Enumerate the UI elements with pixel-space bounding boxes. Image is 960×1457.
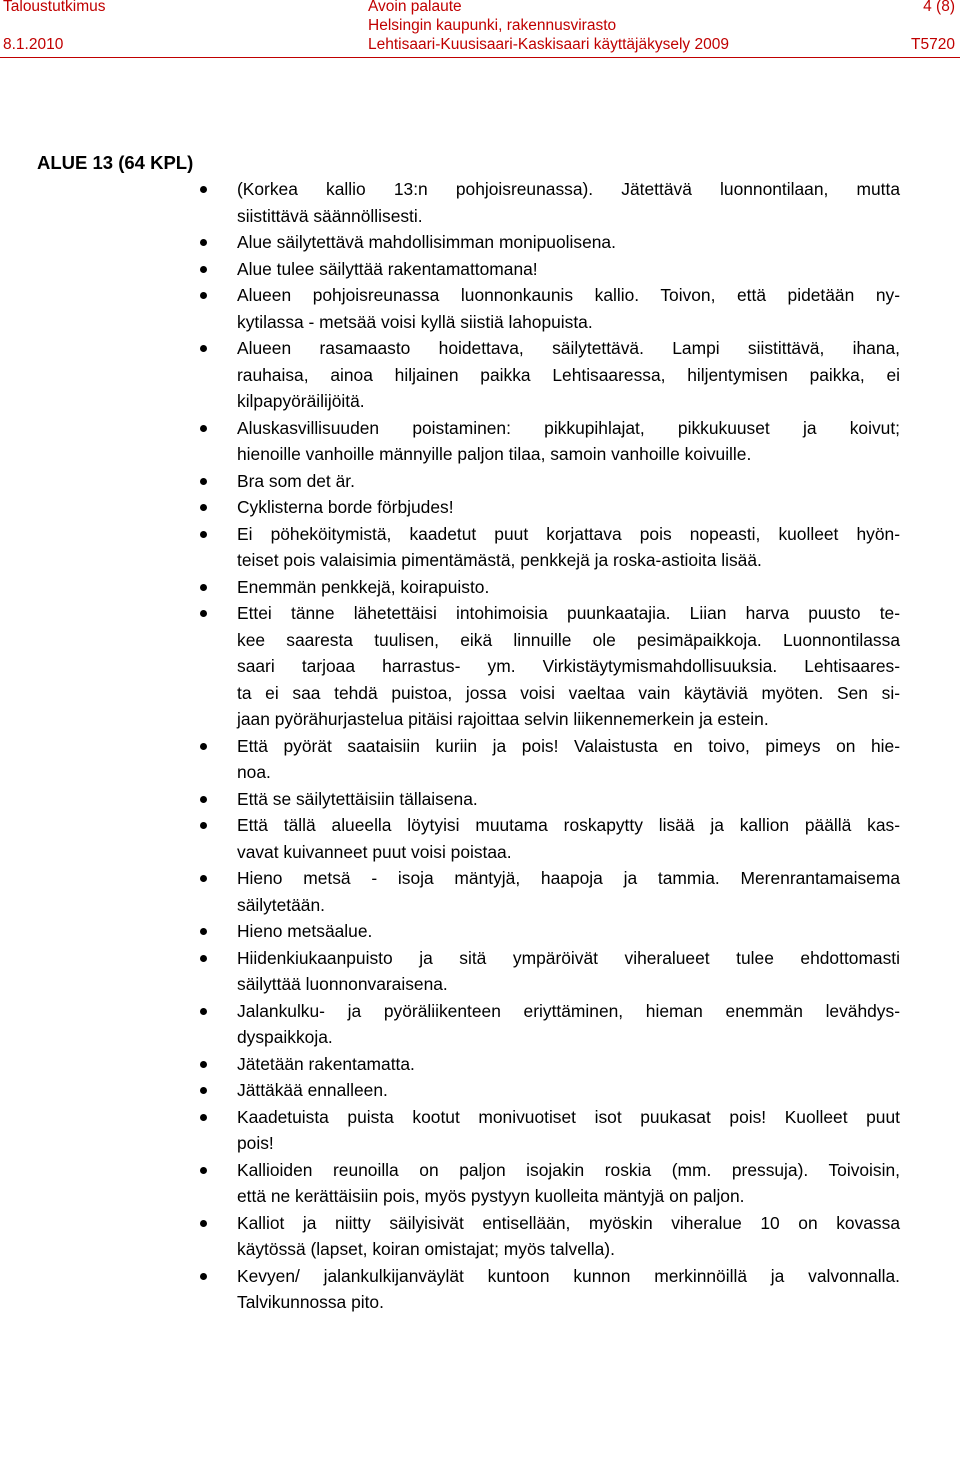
list-item — [0, 1157, 900, 1210]
list-item-line: Että pyörät saataisiin kuriin ja pois! Valaistusta en toivo, pimeys on hie- — [237, 735, 900, 756]
list-item — [0, 812, 900, 865]
page-header — [0, 0, 960, 62]
list-item-line: Hieno metsä - isoja mäntyjä, haapoja ja tammia. Merenrantamaisema — [237, 868, 900, 888]
list-item-line: kilpapyöräilijöitä. — [237, 391, 365, 411]
list-item-line: kytilassa - metsää voisi kyllä siistiä lahopuista. — [237, 311, 593, 332]
list-item-line: Hieno metsäalue. — [237, 921, 373, 941]
list-item-line: Cyklisterna borde förbjudes! — [237, 497, 454, 517]
list-item — [0, 1077, 900, 1104]
bullet-icon — [200, 478, 207, 485]
list-item-line: dyspaikkoja. — [237, 1027, 333, 1047]
list-item-line: jaan pyörähurjastelua pitäisi rajoittaa selvin liikennemerkein ja estein. — [237, 709, 769, 729]
list-item-line: Kallioiden reunoilla on paljon isojakin roskia (mm. pressuja). Toivoisin, — [237, 1159, 900, 1180]
list-item-line: teiset pois valaisimia pimentämästä, penkkejä ja roska-astioita lisää. — [237, 550, 762, 570]
list-item-line: hienoille vanhoille männyille paljon tilaa, samoin vanhoille koivuille. — [237, 444, 752, 464]
bullet-icon — [200, 1087, 207, 1094]
list-item-line: säilytetään. — [237, 894, 325, 915]
bullet-icon — [200, 531, 207, 538]
list-item — [0, 468, 900, 495]
list-item-line: Bra som det är. — [237, 470, 355, 491]
bullet-icon — [200, 186, 207, 193]
list-item — [0, 1051, 900, 1078]
list-item — [0, 1104, 900, 1157]
bullet-icon — [200, 266, 207, 273]
bullet-icon — [200, 610, 207, 617]
list-item-line: kee saaresta tuulisen, eikä linnuille ole pesimäpaikkoja. Luonnontilassa — [237, 629, 900, 650]
header-report-type: Avoin palaute — [368, 0, 462, 15]
header-survey-name: Lehtisaari-Kuusisaari-Kaskisaari käyttäjäkysely 2009 — [368, 36, 729, 53]
bullet-icon — [200, 239, 207, 246]
list-item-line: rauhaisa, ainoa hiljainen paikka Lehtisaaressa, hiljentymisen paikka, ei — [237, 364, 900, 385]
list-item-line: Alueen rasamaasto hoidettava, säilytettävä. Lampi siistittävä, ihana, — [237, 338, 900, 358]
list-item-line: Hiidenkiukaanpuisto ja sitä ympäröivät viheralueet tulee ehdottomasti — [237, 947, 900, 968]
bullet-icon — [200, 1114, 207, 1121]
list-item-line: Kevyen/ jalankulkijanväylät kuntoon kunnon merkinnöillä ja valvonnalla. — [237, 1265, 900, 1286]
list-item — [0, 229, 900, 256]
list-item — [0, 945, 900, 998]
list-item-line: saari tarjoaa harrastus- ym. Virkistäytymismahdollisuuksia. Lehtisaares- — [237, 656, 900, 676]
bullet-icon — [200, 292, 207, 299]
bullet-icon — [200, 1220, 207, 1227]
list-item — [0, 918, 900, 945]
list-item-line: ta ei saa tehdä puistoa, jossa voisi vaeltaa vain käytäviä myöten. Sen si- — [237, 682, 900, 703]
bullet-icon — [200, 1273, 207, 1280]
list-item-line: siistittävä säännöllisesti. — [237, 205, 423, 226]
list-item-line: säilyttää luonnonvaraisena. — [237, 974, 448, 994]
list-item-line: käytössä (lapset, koiran omistajat; myös talvella). — [237, 1239, 615, 1259]
list-item — [0, 256, 900, 283]
list-item — [0, 282, 900, 335]
list-item — [0, 415, 900, 468]
bullet-icon — [200, 1061, 207, 1068]
list-item-line: noa. — [237, 762, 271, 782]
bullet-icon — [200, 1008, 207, 1015]
bullet-icon — [200, 955, 207, 962]
list-item — [0, 865, 900, 918]
list-item-line: Alue tulee säilyttää rakentamattomana! — [237, 258, 538, 279]
list-item — [0, 494, 900, 521]
bullet-icon — [200, 1167, 207, 1174]
list-item-line: Enemmän penkkejä, koirapuisto. — [237, 576, 490, 597]
bullet-icon — [200, 743, 207, 750]
section-title: ALUE 13 (64 KPL) — [37, 152, 194, 173]
list-item — [0, 786, 900, 813]
list-item-line: Talvikunnossa pito. — [237, 1292, 384, 1312]
list-item-line: Ei pöheköitymistä, kaadetut puut korjattava pois nopeasti, kuolleet hyön- — [237, 523, 900, 544]
list-item-line: Kalliot ja niitty säilyisivät entisellään, myöskin viheralue 10 on kovassa — [237, 1212, 900, 1233]
header-client: Helsingin kaupunki, rakennusvirasto — [368, 17, 617, 34]
list-item-line: Että se säilytettäisiin tällaisena. — [237, 788, 478, 809]
header-company: Taloustutkimus — [3, 0, 106, 15]
bullet-icon — [200, 584, 207, 591]
bullet-icon — [200, 928, 207, 935]
bullet-icon — [200, 875, 207, 882]
list-item — [0, 733, 900, 786]
bullet-icon — [200, 822, 207, 829]
bullet-icon — [200, 796, 207, 803]
list-item-line: Aluskasvillisuuden poistaminen: pikkupihlajat, pikkukuuset ja koivut; — [237, 417, 900, 438]
list-item-line: Jättäkää ennalleen. — [237, 1080, 388, 1100]
list-item — [0, 335, 900, 415]
header-date: 8.1.2010 — [3, 36, 64, 53]
list-item-line: Alueen pohjoisreunassa luonnonkaunis kallio. Toivon, että pidetään ny- — [237, 285, 900, 305]
header-page-number: 4 (8) — [923, 0, 955, 15]
list-item — [0, 1210, 900, 1263]
list-item-line: Jätetään rakentamatta. — [237, 1053, 415, 1074]
list-item — [0, 574, 900, 601]
list-item — [0, 521, 900, 574]
list-item-line: (Korkea kallio 13:n pohjoisreunassa). Jätettävä luonnontilaan, mutta — [237, 179, 900, 199]
list-item-line: Että tällä alueella löytyisi muutama roskapytty lisää ja kallion päällä kas- — [237, 815, 900, 835]
bullet-icon — [200, 425, 207, 432]
list-item-line: vavat kuivanneet puut voisi poistaa. — [237, 841, 512, 862]
header-project-code: T5720 — [911, 36, 955, 53]
list-item-line: Ettei tänne lähetettäisi intohimoisia puunkaatajia. Liian harva puusto te- — [237, 603, 900, 623]
list-item — [0, 176, 900, 229]
header-divider — [0, 57, 960, 58]
bullet-icon — [200, 345, 207, 352]
list-item-line: Alue säilytettävä mahdollisimman monipuolisena. — [237, 232, 616, 252]
list-item — [0, 998, 900, 1051]
list-item-line: että ne kerättäisiin pois, myös pystyyn kuolleita mäntyjä on paljon. — [237, 1186, 745, 1206]
list-item — [0, 600, 900, 733]
list-item-line: Kaadetuista puista kootut monivuotiset isot puukasat pois! Kuolleet puut — [237, 1106, 900, 1127]
comment-list — [0, 176, 960, 1316]
list-item-line: pois! — [237, 1133, 274, 1153]
list-item-line: Jalankulku- ja pyöräliikenteen eriyttäminen, hieman enemmän levähdys- — [237, 1000, 900, 1021]
bullet-icon — [200, 504, 207, 511]
list-item — [0, 1263, 900, 1316]
